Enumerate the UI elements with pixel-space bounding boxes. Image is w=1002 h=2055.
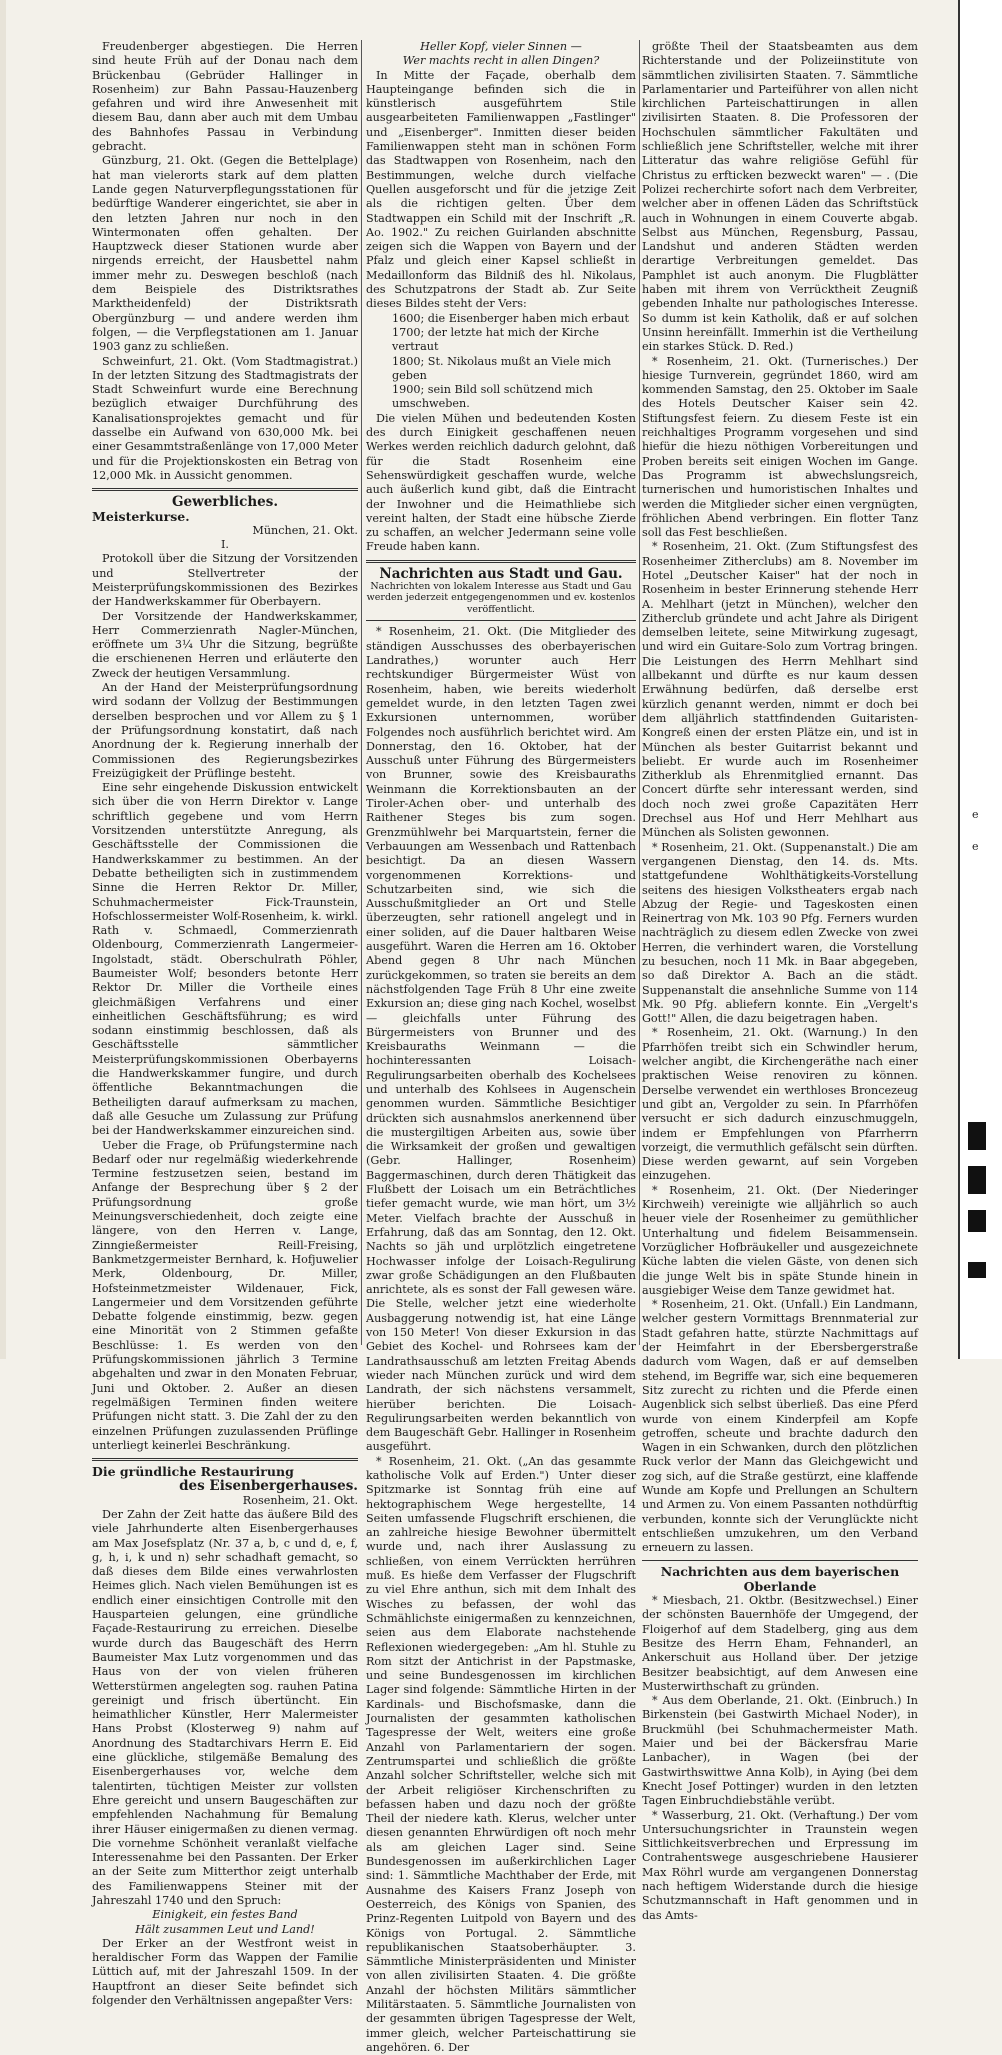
- article-text: * Rosenheim, 21. Okt. (Die Mitglieder des ständigen Ausschusses des oberbayerischen Landrathes,) worunter auch Herr rechtskundiger Bürgermeister Wüst von Rosenheim, haben, wie bereits wiederholt gemeldet wurde, in den letzten Tagen zwei Exkursionen unternommen, worüber Folgendes noch ausführlich berichtet wird. Am Donnerstag, den 16. Oktober, hat der Ausschuß unter Führung des Bürgermeisters von Brunner, sowie des Kreisbauraths Weinmann die Korrektionsbauten an der Tiroler-Achen ober- und unterhalb des Raithener Steges bis zum sogen. Grenzmühlwehr bei Marquartstein, ferner die Verbauungen am Wessenbach und Rattenbach besichtigt. Da an diesen Wassern vorgenommenen Korrektions- und Schutzarbeiten sind, wie sich die Ausschußmitglieder an Ort und Stelle überzeugten, sehr rationell angelegt und in einer soliden, auf die Dauer haltbaren Weise ausgeführt. Waren die Herren am 16. Oktober Abend gegen 8 Uhr nach München zurückgekommen, so traten sie bereits an dem nächstfolgenden Tage Früh 8 Uhr eine zweite Exkursion an; diese ging nach Kochel, woselbst — gleichfalls unter Führung des Bürgermeisters von Brunner und des Kreisbauraths Weinmann — die hochinteressanten Loisach-Regulirungsarbeiten oberhalb des Kochelsees und unterhalb des Kohlsees in Augenschein genommen wurden. Sämmtliche Besichtiger drückten sich ausnahmslos anerkennend über die mustergiltigen Arbeiten aus, sowie über die Wirksamkeit der großen und gewaltigen (Gebr. Hallinger, Rosenheim) Baggermaschinen, durch deren Thätigkeit das Flußbett der Loisach um ein Beträchtliches tiefer gemacht wurde, wie man hört, um 3½ Meter. Vielfach brachte der Ausschuß in Erfahrung, daß das am Sonntag, den 12. Okt. Nachts so jäh und urplötzlich eingetretene Hochwasser infolge der Loisach-Regulirung zwar große Schädigungen an den Flußbauten anrichtete, als es sonst der Fall gewesen wäre. Die Stelle, welcher jetzt eine wiederholte Ausbaggerung notwendig ist, hat eine Länge von 150 Meter! Von dieser Exkursion in das Gebiet des Kochel- und Rohrsees kam der Landrathsausschuß am letzten Freitag Abends wieder nach München zurück und wird dem Landrath, der sich nächstens versammelt, hierüber berichten. Die Loisach-Regulirungsarbeiten werden bekanntlich von dem Baugeschäft Gebr. Hallinger in Rosenheim ausgeführt.: [366, 625, 636, 1454]
- section-divider: [92, 488, 358, 491]
- article-text: * Wasserburg, 21. Okt. (Verhaftung.) Der vom Untersuchungsrichter in Traunstein wegen Sittlichkeitsverbrechen und Erpressung im Contrahentswege ausgeschriebene Hausierer Max Röhrl wurde am vergangenen Donnerstag nach heftigem Widerstande durch die hiesige Schutzmannschaft in Haft genommen und in das Amts-: [642, 1808, 918, 1922]
- column-1: [92, 40, 359, 2008]
- edge-fragment-text: e: [972, 840, 979, 853]
- edge-registration-mark: [968, 1122, 986, 1150]
- article-text: Schweinfurt, 21. Okt. (Vom Stadtmagistrat.) In der letzten Sitzung des Stadtmagistrats der Stadt Schweinfurt wurde eine Berechnung bezüglich etwaiger Durchführung des Kanalisationsprojektes gemacht und für dasselbe ein Aufwand von 630,000 Mk. bei einer Gesammtstraßenlänge von 17,000 Meter und für die Projektionskosten ein Betrag von 12,000 Mk. in Aussicht genommen.: [92, 354, 359, 482]
- article-text: Die vielen Mühen und bedeutenden Kosten des durch Einigkeit geschaffenen neuen Werkes werden reichlich dadurch gelohnt, daß für die Stadt Rosenheim eine Sehenswürdigkeit geschaffen wurde, welche auch äußerlich kund gibt, daß die Eintracht der Inwohner und die Heimathliebe sich vereint halten, der Stadt eine hübsche Zierde zu schaffen, an welcher Jedermann seine volle Freude haben kann.: [366, 411, 636, 554]
- section-heading: Gewerbliches.: [171, 494, 279, 511]
- article-text: * Miesbach, 21. Oktbr. (Besitzwechsel.) Einer der schönsten Bauernhöfe der Umgegend, der Floigerhof auf dem Stadelberg, ging aus dem Besitze des Herrn Eham, Fehnanderl, an Ankerschuit aus Holland über. Der jetzige Besitzer beabsichtigt, auf dem Anwesen eine Musterwirthschaft zu gründen.: [642, 1594, 918, 1693]
- article-text: * Rosenheim, 21. Okt. (Suppenanstalt.) Die am vergangenen Dienstag, den 14. ds. Mts. stattgefundene Wohlthätigkeits-Vorstellung seitens des hiesigen Volkstheaters ergab nach Abzug der Regie- und Tageskosten einen Reinertrag von Mk. 103 90 Pfg. Ferners wurden nachträglich zu diesem edlen Zwecke von zwei Herren, die verhindert waren, die Vorstellung zu besuchen, noch 11 Mk. in Baar abgegeben, so daß Direktor A. Bach an die städt. Suppenanstalt die ansehnliche Summe von 114 Mk. 90 Pfg. abliefern konnte. Ein „Vergelt's Gott!" Allen, die dazu beigetragen haben.: [642, 840, 918, 1026]
- article-text: Der Zahn der Zeit hatte das äußere Bild des viele Jahrhunderte alten Eisenbergerhauses am Max Josefsplatz (Nr. 37 a, b, c und d, e, f, g, h, i, k und n) sehr schadhaft gemacht, so daß dieses dem Bilde eines verwahrlosten Heimes glich. Nach vielen Bemühungen ist es endlich einer einsichtigen Controlle mit den Hausparteien gelungen, eine gründliche Façade-Restaurirung zu erreichen. Dieselbe wurde durch das Baugeschäft des Herrn Baumeister Max Lutz vorgenommen und das Haus von der von vielen früheren Wetterstürmen angelegten sog. rauhen Patina gereinigt und frisch übertüncht. Ein heimathlicher Künstler, Herr Malermeister Hans Probst (Klosterweg 9) nahm auf Anordnung des Stadtarchivars Herrn E. Eid eine glückliche, stilgemäße Bemalung des Eisenbergerhauses vor, welche dem talentirten, tüchtigen Meister zur vollsten Ehre gereicht und unsern Baugeschäften zur empfehlenden Nachahmung für Bemalung ihrer Häuser einigermaßen zu dienen vermag. Die vornehme Schönheit veranlaßt vielfache Interessenahme bei den Passanten. Der Erker an der Seite zum Mitterthor zeigt unterhalb des Familienwappens Steiner mit der Jahreszahl 1740 und den Spruch:: [92, 1507, 358, 1907]
- column-2: [366, 40, 636, 2054]
- article-text: Günzburg, 21. Okt. (Gegen die Bettelplage) hat man vielerorts stark auf dem platten Lande gegen Naturverpflegungsstationen für bedürftige Wanderer eingerichtet, sie aber in den letzten Jahren nur noch in den Wintermonaten offen gehalten. Der Hauptzweck dieser Stationen wurde aber nirgends erreicht, der Hausbettel nahm immer mehr zu. Deswegen beschloß (nach dem Beispiele des Distriktsrathes Marktheidenfeld) der Distriktsrath Obergünzburg — und andere werden ihm folgen, — die Verpflegstationen am 1. Januar 1903 ganz zu schließen.: [92, 154, 358, 354]
- section-heading: Nachrichten aus dem bayerischen Oberlande: [660, 1564, 900, 1594]
- verse-line: 1900; sein Bild soll schützend mich umschweben.: [392, 383, 593, 411]
- article-text: * Rosenheim, 21. Okt. („An das gesammte katholische Volk auf Erden.") Unter dieser Spitzmarke ist Sonntag früh eine auf hektographischem Wege hergestellte, 14 Seiten umfassende Flugschrift erschienen, die an zahlreiche hiesige Bewohner übermittelt wurde und, nach ihrer Auslassung zu schließen, von einem Verrückten herrühren muß. Es hieße dem Verfasser der Flugschrift zu viel Ehre anthun, sich mit dem Inhalt des Wisches zu befassen, der wohl das Schmählichste einigermaßen zu kennzeichnen, seien aus dem Elaborate nachstehende Reflexionen wiedergegeben: „Am hl. Stuhle zu Rom sitzt der Antichrist in der Papstmaske, und seine Bundesgenossen im kirchlichen Lager sind folgende: Sämmtliche Hirten in der Kardinals- und Bischofsmaske, dann die Journalisten der gesammten katholischen Tagespresse der Welt, weiters eine große Anzahl von Parlamentariern der sogen. Zentrumspartei und schließlich die größte Anzahl solcher Schriftsteller, welche sich mit der Arbeit religiöser Kirchenschriften zu befassen haben und dazu noch der größte Theil der niedere kath. Klerus, welcher unter diesen genannten Ehrwürdigen oft noch mehr als am gleichen Lager sind. Seine Bundesgenossen im außerkirchlichen Lager sind: 1. Sämmtliche Machthaber der Erde, mit Ausnahme des Kaisers Franz Joseph von Oesterreich, des Königs von Spanien, des Prinz-Regenten Luitpold von Bayern und des Königs von Portugal. 2. Sämmtliche republikanischen Staatsoberhäupter. 3. Sämmtliche Ministerpräsidenten und Minister von allen zivilisirten Staaten. 4. Die größte Anzahl der höchsten Militärs sämmtlicher Militärstaaten. 5. Sämmtliche Journalisten von der gesammten übrigen Tagespresse der Welt, immer gleich, welcher Parteischattirung sie angehören. 6. Der: [366, 1454, 636, 2054]
- section-heading-line-2: des Eisenbergerhauses.: [179, 1478, 358, 1495]
- column-rule: [639, 40, 640, 1345]
- article-text: größte Theil der Staatsbeamten aus dem Richterstande und der Polizeiinstitute von sämmtlichen zivilisirten Staaten. 7. Sämmtliche Parlamentarier und Parteiführer von allen nicht kirchlichen Parteischattirungen in allen zivilisirten Staaten. 8. Die Professoren der Hochschulen sämmtlicher Fakultäten und schließlich jene Schriftsteller, welche mit ihrer Litteratur das wahre religiöse Gefühl für Christus zu erfticken bezweckt waren" — . (Die Polizei recherchirte sofort nach dem Verbreiter, welcher aber in offenen Läden das Schriftstück auch in Wohnungen in einem Couverte abgab. Selbst aus München, Regensburg, Passau, Landshut und anderen Städten werden derartige Verbreitungen gemeldet. Das Pamphlet ist auch anonym. Die Flugblätter haben mit ihrem von Verrücktheit Zeugniß gebenden Inhalte nur pathologisches Interesse. So dumm ist kein Katholik, daß er auf solchen Unsinn hereinfällt. Immerhin ist die Vertheilung ein starkes Stück. D. Red.): [642, 40, 918, 354]
- section-heading: Nachrichten aus Stadt und Gau.: [379, 565, 623, 582]
- editorial-note: Nachrichten von lokalem Interesse aus Stadt und Gau werden jederzeit entgegengenommen und ev. kostenlos veröffentlicht.: [366, 580, 636, 615]
- dateline: Rosenheim, 21. Okt.: [242, 1493, 358, 1507]
- article-text: * Aus dem Oberlande, 21. Okt. (Einbruch.) In Birkenstein (bei Gastwirth Michael Noder), in Bruckmühl (bei Schuhmachermeister Math. Maier und bei der Bäckersfrau Marie Lanbacher), in Wagen (bei der Gastwirthswittwe Anna Kolb), in Aying (bei dem Knecht Josef Pottinger) wurden in den letzten Tagen Einbruchdiebstähle verübt.: [642, 1694, 918, 1808]
- article-text: Eine sehr eingehende Diskussion entwickelt sich über die von Herrn Direktor v. Lange schriftlich gegebene und vom Herrn Vorsitzenden unterstützte Anregung, als Geschäftsstelle der Commissionen die Handwerkskammer zu bestimmen. An der Debatte betheiligten sich in zustimmendem Sinne die Herren Rektor Dr. Miller, Schuhmachermeister Fick-Traunstein, Hofschlossermeister Wolf-Rosenheim, k. wirkl. Rath v. Schmaedl, Commerzienrath Oldenbourg, Commerzienrath Langermeier-Ingolstadt, städt. Oberschulrath Pöhler, Baumeister Wolf; besonders betonte Herr Rektor Dr. Miller die Vortheile eines gleichmäßigen Verfahrens und einer einheitlichen Geschäftsführung; es wird sodann einstimmig beschlossen, daß als Geschäftsstelle sämmtlicher Meisterprüfungskommissionen Oberbayerns die Handwerkskammer fungire, und durch öffentliche Bekanntmachungen die Betheiligten darauf aufmerksam zu machen, daß alle Gesuche um Zulassung zur Prüfung bei der Handwerkskammer einzureichen sind.: [92, 781, 358, 1138]
- section-subheading: Meisterkurse.: [92, 508, 190, 524]
- adjacent-page-edge: [958, 0, 1002, 1359]
- edge-fragment-text: e: [972, 808, 979, 821]
- article-text: Protokoll über die Sitzung der Vorsitzenden und Stellvertreter der Meisterprüfungskommissionen des Bezirkes der Handwerkskammer für Oberbayern.: [92, 552, 358, 609]
- edge-registration-mark: [968, 1262, 986, 1278]
- article-text: Freudenberger abgestiegen. Die Herren sind heute Früh auf der Donau nach dem Brückenbau (Gebrüder Hallinger in Rosenheim) zur Bahn Passau-Hauzenberg gefahren und wird ihre Anwesenheit mit diesem Bau, dann aber auch mit dem Umbau des Bahnhofes Passau in Verbindung gebracht.: [92, 40, 358, 154]
- column-rule: [361, 40, 362, 1345]
- column-3: [642, 40, 918, 1922]
- article-text: * Rosenheim, 21. Okt. (Warnung.) In den Pfarrhöfen treibt sich ein Schwindler herum, welcher angibt, die Kirchengeräthe nach einer praktischen Weise renoviren zu können. Derselbe verwendet ein werthloses Broncezeug und gibt an, Vergolder zu sein. In Pfarrhöfen versucht er sich dadurch einzuschmuggeln, indem er Empfehlungen von Pfarrherrn vorzeigt, die vermuthlich gefälscht sein dürften. Diese werden gewarnt, auf sein Vorgeben einzugehen.: [642, 1026, 918, 1183]
- article-text: Der Erker an der Westfront weist in heraldischer Form das Wappen der Familie Lüttich auf, mit der Jahreszahl 1509. In der Hauptfront an dieser Seite befindet sich folgender den Verhältnissen angepaßter Vers:: [92, 1936, 358, 2008]
- article-text: * Rosenheim, 21. Okt. (Unfall.) Ein Landmann, welcher gestern Vormittags Brennmaterial zur Stadt gefahren hatte, stürzte Nachmittags auf der Heimfahrt in der Ebersbergerstraße dadurch vom Wagen, daß er auf demselben stehend, im Begriffe war, sich eine bequemeren Sitz zurecht zu richten und die Pferde einen Augenblick sich selbst überließ. Das eine Pferd wurde von einem Kinderpfeil am Kopfe getroffen, scheute und brachte dadurch den Wagen in ein Schwanken, durch den plötzlichen Ruck verlor der Mann das Gleichgewicht und zog sich, auf die Straße gestürzt, eine klaffende Wunde am Kopfe und Prellungen an Schultern und Armen zu. Von einem Passanten nothdürftig verbunden, konnte sich der Verunglückte nicht entschließen umzukehren, um den Verband erneuern zu lassen.: [642, 1298, 918, 1555]
- article-text: Ueber die Frage, ob Prüfungstermine nach Bedarf oder nur regelmäßig wiederkehrende Termine festzusetzen seien, bestand im Anfange der Besprechung über § 2 der Prüfungsordnung große Meinungsverschiedenheit, doch zeigte eine längere, von den Herren v. Lange, Zinngießermeister Reill-Freising, Bankmetzgermeister Bernhard, k. Hofjuwelier Merk, Oldenbourg, Dr. Miller, Hofsteinmetzmeister Wildenauer, Fick, Langermeier und dem Vorsitzenden geführte Debatte folgende einstimmig, bezw. gegen eine Minorität von 2 Stimmen gefaßte Beschlüsse: 1. Es werden von den Prüfungskommissionen jährlich 3 Termine abgehalten und zwar in den Monaten Februar, Juni und Oktober. 2. Außer an diesen regelmäßigen Terminen finden weitere Prüfungen nicht statt. 3. Die Zahl der zu den einzelnen Prüfungen zuzulassenden Prüflinge unterliegt keinerlei Beschränkung.: [92, 1138, 358, 1452]
- section-divider: [366, 560, 636, 563]
- verse-line: Wer machts recht in allen Dingen?: [402, 54, 600, 68]
- verse-line: Einigkeit, ein festes Band: [152, 1908, 298, 1922]
- section-divider: [92, 1458, 358, 1461]
- verse-line: Heller Kopf, vieler Sinnen —: [420, 40, 582, 53]
- article-text: Der Vorsitzende der Handwerkskammer, Herr Commerzienrath Nagler-München, eröffnete um 3¼ Uhr die Sitzung, begrüßte die erschienenen Herren und erläuterte den Zweck der heutigen Versammlung.: [92, 609, 358, 680]
- section-number: I.: [221, 538, 229, 552]
- edge-registration-mark: [968, 1166, 986, 1194]
- article-text: * Rosenheim, 21. Okt. (Turnerisches.) Der hiesige Turnverein, gegründet 1860, wird am kommenden Samstag, den 25. Oktober im Saale des Hotels Deutscher Kaiser sein 42. Stiftungsfest feiern. Zu diesem Feste ist ein reichhaltiges Programm vorgesehen und sind hiefür die hiezu nöthigen Vorbereitungen und Proben bereits seit einigen Wochen im Gange. Das Programm ist abwechslungsreich, turnerischen und humoristischen Inhaltes und werden die Mitglieder sicher einen vergnügten, fröhlichen Abend verbringen. Ein flotter Tanz soll das Fest beschließen.: [642, 354, 918, 540]
- edge-registration-mark: [968, 1210, 986, 1232]
- verse-line: 1700; der letzte hat mich der Kirche vertraut: [392, 325, 599, 354]
- section-divider: [366, 620, 636, 621]
- article-text: * Rosenheim, 21. Okt. (Der Niederinger Kirchweih) vereinigte wie alljährlich so auch heuer viele der Rosenheimer zu gemüthlicher Unterhaltung und fidelem Beisammensein. Vorzüglicher Hofbräukeller und ausgezeichnete Küche labten die vielen Gäste, von denen sich die junge Welt bis in späte Stunde hinein in ausgiebiger Weise dem Tanze gewidmet hat.: [642, 1183, 918, 1297]
- verse-line: Hält zusammen Leut und Land!: [135, 1922, 315, 1936]
- article-text: In Mitte der Façade, oberhalb dem Haupteingange befinden sich die in künstlerisch ausgeführtem Stile ausgearbeiteten Familienwappen „Fastlinger" und „Eisenberger". Inmitten dieser beiden Familienwappen steht man in schönen Form das Stadtwappen von Rosenheim, nach den Bestimmungen, welche durch vielfache Quellen ausgeforscht und für die jetzige Zeit als die richtigen gelten. Über dem Stadtwappen ein Schild mit der Inschrift „R. Ao. 1902." Zu reichen Guirlanden abschnitte zeigen sich die Wappen von Bayern und der Pfalz und gleich einer Kapsel schließt in Medaillonform das Bildniß des hl. Nikolaus, des Schutzpatrons der Stadt ab. Zur Seite dieses Bildes steht der Vers:: [366, 68, 636, 311]
- verse-line: 1800; St. Nikolaus mußt an Viele mich geben: [392, 354, 611, 382]
- verse-line: 1600; die Eisenberger haben mich erbaut: [392, 311, 629, 325]
- article-text: An der Hand der Meisterprüfungsordnung wird sodann der Vollzug der Bestimmungen derselben besprochen und vor Allem zu § 1 der Prüfungsordnung konstatirt, daß nach Anordnung der k. Regierung innerhalb der Commissionen des Regierungsbezirkes Freizügigkeit der Prüflinge besteht.: [92, 681, 358, 780]
- article-text: * Rosenheim, 21. Okt. (Zum Stiftungsfest des Rosenheimer Zitherclubs) am 8. November im Hotel „Deutscher Kaiser" hat der noch in Rosenheim in bester Erinnerung stehende Herr A. Mehlhart (jetzt in München), welcher den Zitherclub gründete und acht Jahre als Dirigent demselben leitete, seine Mitwirkung zugesagt, und wird ein Guitare-Solo zum Vortrag bringen. Die Leistungen des Herrn Mehlhart sind allbekannt und dürfte es nur kaum dessen Erwähnung bedürfen, daß derselbe erst kürzlich genannt werden, nimmt er doch bei dem alljährlich stattfindenden Guitaristen-Kongreß einen der ersten Plätze ein, und ist in München als bester Guitarrist bekannt und beliebt. Er wurde auch im Rosenheimer Zitherklub als Ehrenmitglied ernannt. Das Concert dürfte sehr interessant werden, sind doch noch zwei große Capazitäten Herr Drechsel aus Hof und Herr Mehlhart aus München als Solisten gewonnen.: [642, 540, 918, 840]
- section-heading: Die gründliche Restaurirung: [92, 1464, 294, 1480]
- dateline: München, 21. Okt.: [252, 523, 358, 537]
- section-divider: [642, 1560, 918, 1561]
- page-spine-shadow: [0, 0, 6, 1359]
